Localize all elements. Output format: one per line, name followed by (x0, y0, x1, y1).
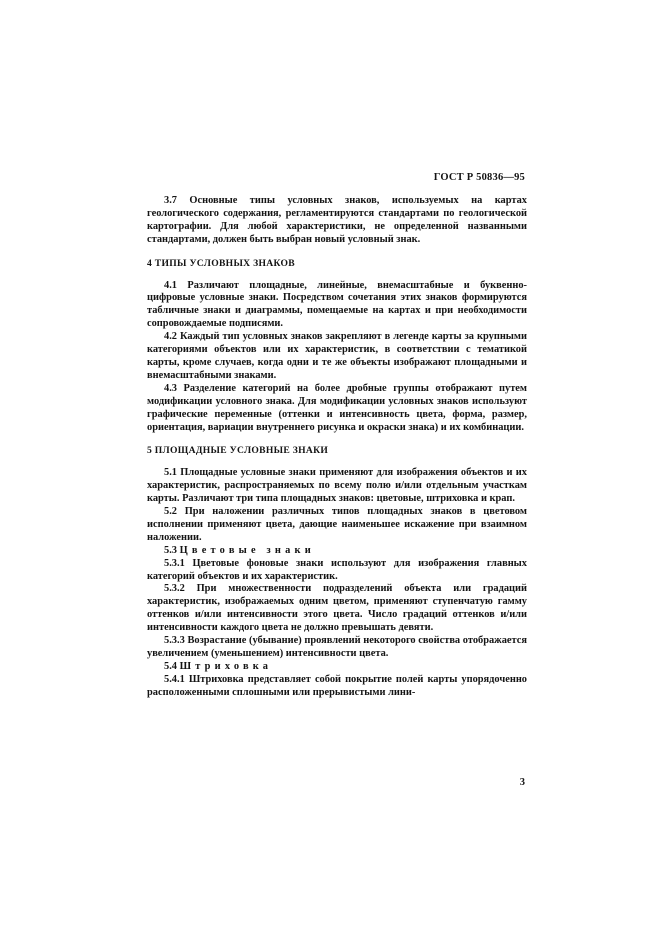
subsection-number: 5.4 (164, 660, 177, 672)
subsection-heading-5-3 (147, 545, 527, 558)
paragraph-5-2: 5.2 При наложении различных типов площадных знаков в цветовом исполнении применяют цвета, дающие наименьшее искажение при взаимном наложении. (147, 506, 527, 543)
subsection-heading-5-4 (147, 661, 527, 674)
document-code: ГОСТ Р 50836—95 (433, 172, 525, 183)
section-heading-5: 5 ПЛОЩАДНЫЕ УСЛОВНЫЕ ЗНАКИ (147, 445, 329, 457)
section-heading-4: 4 ТИПЫ УСЛОВНЫХ ЗНАКОВ (147, 257, 295, 269)
paragraph-5-3-3: 5.3.3 Возрастание (убывание) проявлений некоторого свойства отображается увеличением (уменьшением) интенсивности цвета. (147, 635, 527, 659)
subsection-number: 5.3 (164, 544, 177, 556)
paragraph-5-1: 5.1 Площадные условные знаки применяют для изображения объектов и их характеристик, распространяемых по всему полю и/или отдельным участкам карты. Различают три типа площадных знаков: цветовые, штриховка и крап. (147, 467, 527, 505)
subsection-title: Цветовые знаки (179, 544, 315, 556)
paragraph-4-2: 4.2 Каждый тип условных знаков закрепляют в легенде карты за крупными категориями объектов или их характеристик, в соответствии с тематикой карты, кроме случаев, когда одни и те же объекты изображают площадными и внемасштабными знаками. (147, 331, 527, 381)
paragraph-5-3-2: 5.3.2 При множественности подразделений объекта или градаций характеристик, изображаемых одним цветом, применяют ступенчатую гамму оттенков и/или интенсивности этого цвета. Число градаций оттенков и/или интенсивности каждого цвета не должно превышать девяти. (147, 583, 527, 634)
paragraph-5-4-1: 5.4.1 Штриховка представляет собой покрытие полей карты упорядоченно расположенными сплошными или прерывистыми лини- (147, 673, 527, 698)
paragraph-3-7: 3.7 Основные типы условных знаков, используемых на картах геологического содержания, регламентируются стандартами по геологической картографии. Для любой характеристики, не определенной названными стандартами, должен быть выбран новый условный знак. (147, 195, 527, 245)
paragraph-4-1: 4.1 Различают площадные, линейные, внемасштабные и буквенно-цифровые условные знаки. Посредством сочетания этих знаков формируются табличные знаки и диаграммы, помещаемые на картах и при необходимости сопровождаемые подписями. (147, 279, 527, 330)
paragraph-4-3: 4.3 Разделение категорий на более дробные группы отображают путем модификации условного знака. Для модификации условных знаков используют графические переменные (оттенки и интенсивность цвета, форма, размер, ориентация, вариации внутреннего рисунка и окраски знака) и их комбинации. (147, 382, 527, 433)
subsection-title: Штриховка (179, 660, 273, 672)
document-body (147, 195, 527, 700)
page-number: 3 (519, 777, 525, 788)
paragraph-5-3-1: 5.3.1 Цветовые фоновые знаки используют для изображения главных категорий объектов и их характеристик. (147, 557, 527, 582)
